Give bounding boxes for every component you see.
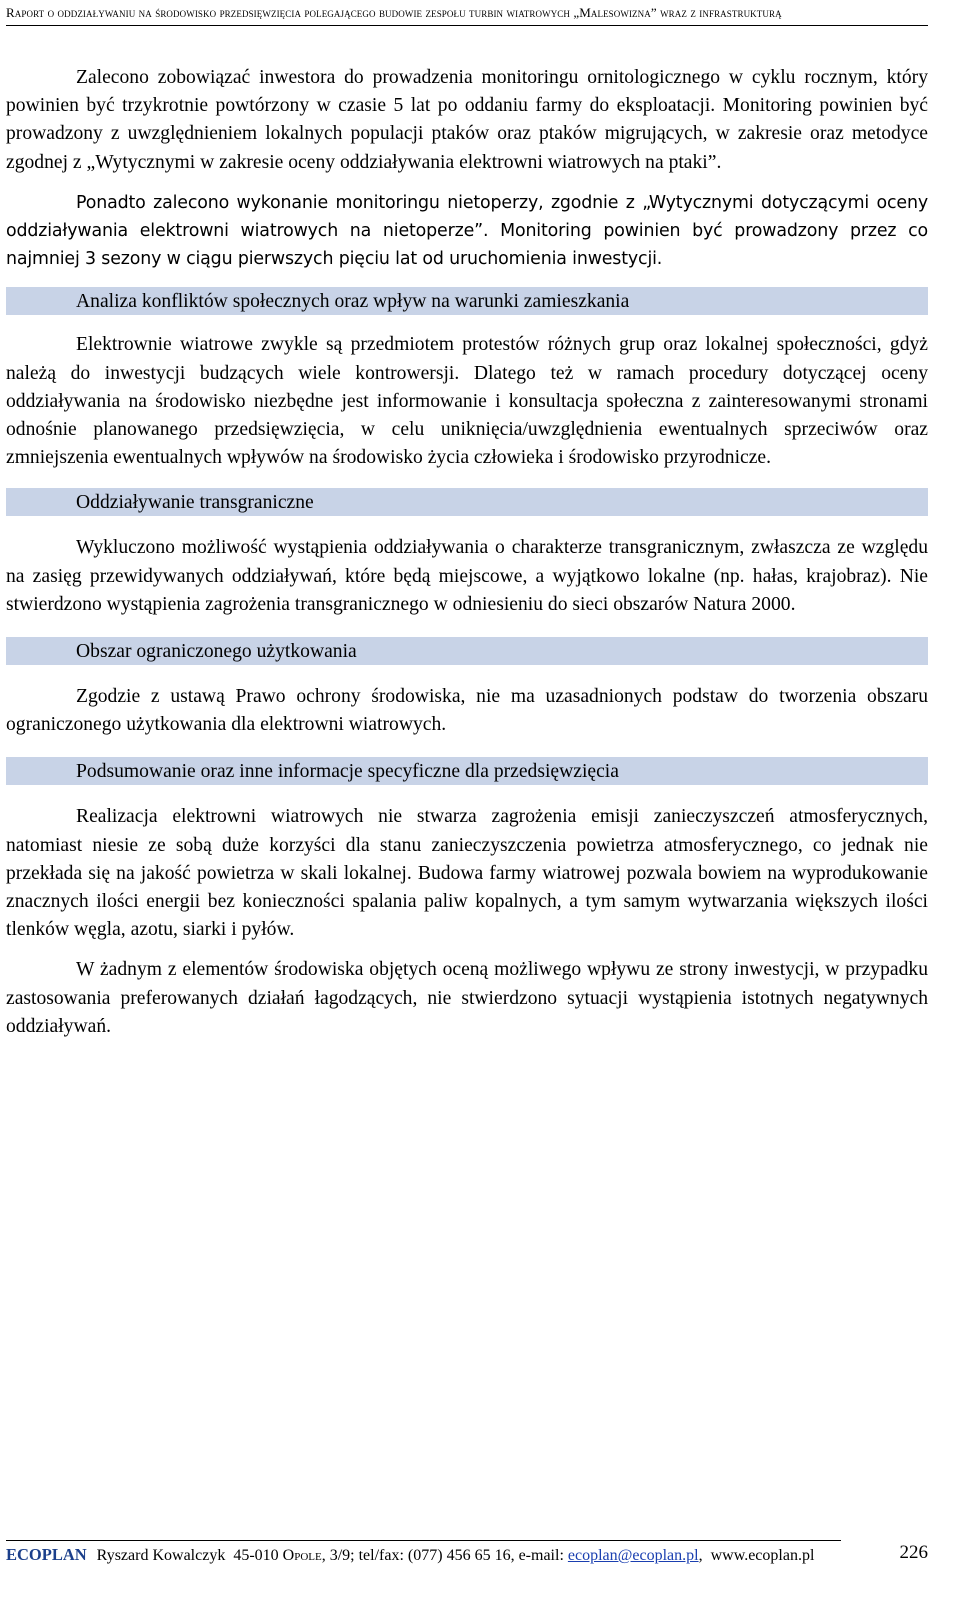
page-content [6,64,928,1041]
paragraph-restricted-use-area: Zgodzie z ustawą Prawo ochrony środowiska, nie ma uzasadnionych podstaw do tworzenia obszaru ograniczonego użytkowania dla elektrowni wiatrowych. [6,686,928,736]
running-header: Raport o oddziaływaniu na środowisko przedsięwzięcia polegającego budowie zespołu turbin wiatrowych „Malesowizna” wraz z infrastrukturą [6,4,928,26]
footer-address-rest: , 3/9; tel/fax: (077) 456 65 16, e-mail: [321,1547,564,1564]
footer-contact: ECOPLAN Ryszard Kowalczyk 45-010 Opole, 3/9; tel/fax: (077) 456 65 16, e-mail: ecoplan@ecoplan.pl, www.ecoplan.pl [6,1545,815,1564]
footer-city: Opole [282,1547,322,1564]
footer-website: www.ecoplan.pl [710,1547,815,1564]
footer-postal-code: 45-010 [233,1547,279,1564]
page-number: 226 [899,1542,928,1563]
paragraph-bird-monitoring: Zalecono zobowiązać inwestora do prowadzenia monitoringu ornitologicznego w cyklu rocznym, który powinien być trzykrotnie powtórzony w czasie 5 lat po oddaniu farmy do eksploatacji. Monitoring powinien być prowadzony z uwzględnieniem lokalnych populacji ptaków oraz ptaków migrujących, w zakresie oraz metodyce zgodnej z „Wytycznymi w zakresie oceny oddziaływania elektrowni wiatrowych na ptaki”. [6,67,928,173]
paragraph-summary-conclusion: W żadnym z elementów środowiska objętych oceną możliwego wpływu ze strony inwestycji, w przypadku zastosowania preferowanych działań łagodzących, nie stwierdzono sytuacji wystąpienia istotnych negatywnych oddziaływań. [6,959,928,1037]
paragraph-summary-emissions: Realizacja elektrowni wiatrowych nie stwarza zagrożenia emisji zanieczyszczeń atmosferycznych, natomiast niesie ze sobą duże korzyści dla stanu zanieczyszczenia powietrza atmosferycznego, co jednak nie przekłada się na jakość powietrza w skali lokalnej. Budowa farmy wiatrowej pozwala bowiem na wyprodukowanie znacznych ilości energii bez konieczności spalania paliw kopalnych, a tym samym wytwarzania większych ilości tlenków węgla, azotu, siarki i pyłów. [6,806,928,941]
section-heading-transboundary: Oddziaływanie transgraniczne [6,488,928,516]
footer-rule [6,1540,841,1541]
footer-email-link[interactable]: ecoplan@ecoplan.pl [567,1547,699,1564]
paragraph-transboundary: Wykluczono możliwość wystąpienia oddziaływania o charakterze transgranicznym, zwłaszcza ze względu na zasięg przewidywanych oddziaływań, które będą miejscowe, a wyjątkowo lokalne (np. hałas, krajobraz). Nie stwierdzono wystąpienia zagrożenia transgranicznego w odniesieniu do sieci obszarów Natura 2000. [6,537,928,615]
section-heading-summary: Podsumowanie oraz inne informacje specyficzne dla przedsięwzięcia [6,757,928,785]
paragraph-bat-monitoring: Ponadto zalecono wykonanie monitoringu nietoperzy, zgodnie z „Wytycznymi dotyczącymi oceny oddziaływania elektrowni wiatrowych na nietoperze”. Monitoring powinien być prowadzony przez co najmniej 3 sezony w ciągu pierwszych pięciu lat od uruchomienia inwestycji. [6,192,928,270]
footer-author: Ryszard Kowalczyk [96,1547,226,1564]
section-heading-social-conflicts: Analiza konfliktów społecznych oraz wpływ na warunki zamieszkania [6,287,928,315]
company-logo-text: ECOPLAN [6,1545,87,1564]
paragraph-social-conflicts: Elektrownie wiatrowe zwykle są przedmiotem protestów różnych grup oraz lokalnej społeczności, gdyż należą do inwestycji budzących wiele kontrowersji. Dlatego też w ramach procedury dotyczącej oceny oddziaływania na środowisko niezbędne jest informowanie i konsultacja społeczna z zainteresowanymi stronami odnośnie planowanego przedsięwzięcia, w celu uniknięcia/uwzględnienia ewentualnych sprzeciwów oraz zmniejszenia ewentualnych wpływów na środowisko życia człowieka i środowisko przyrodnicze. [6,334,928,469]
section-heading-restricted-use-area: Obszar ograniczonego użytkowania [6,637,928,665]
page-footer [6,1540,928,1568]
